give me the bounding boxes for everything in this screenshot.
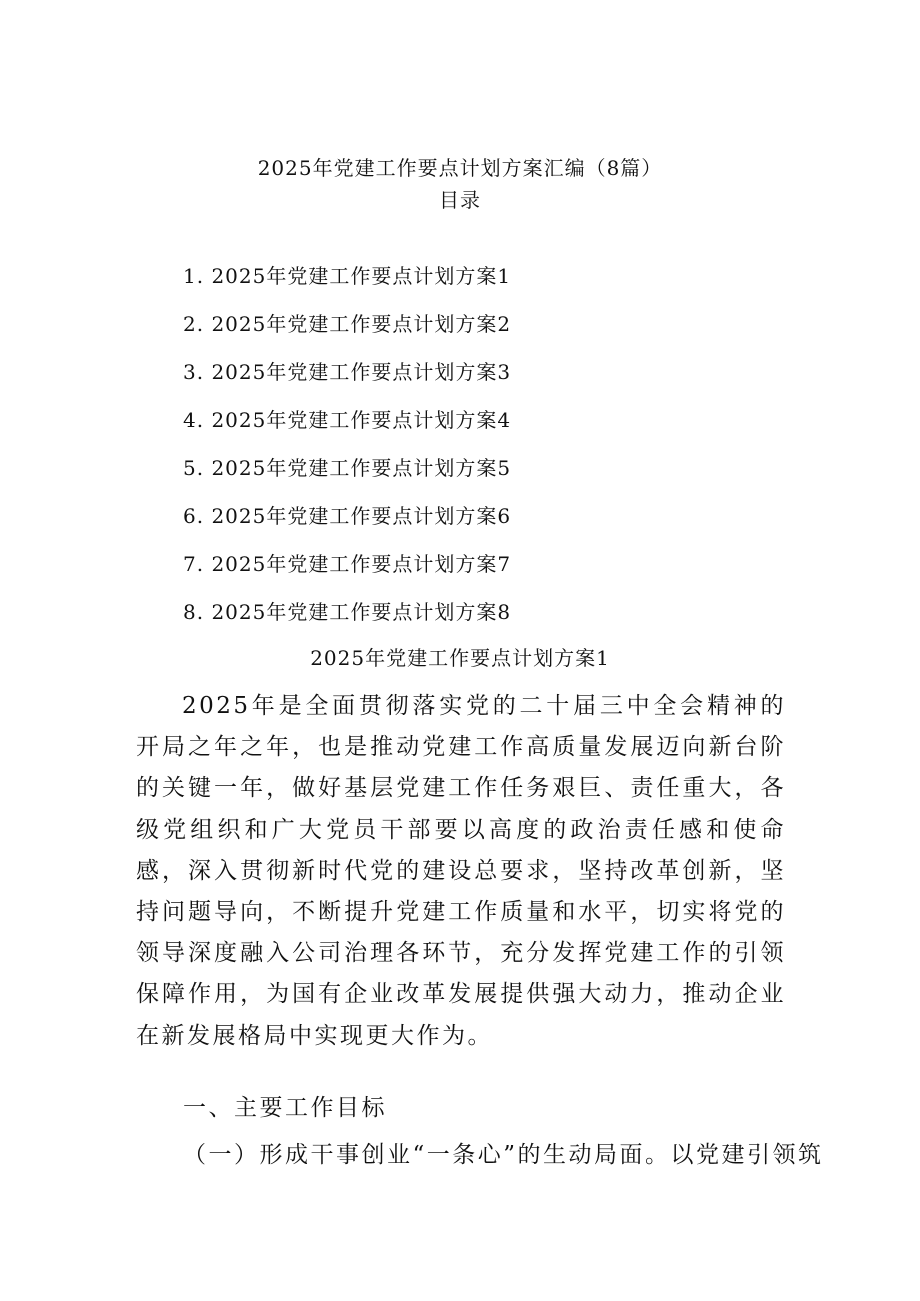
document-title: 2025年党建工作要点计划方案汇编（8篇） (257, 156, 663, 180)
toc-item[interactable]: 3. 2025年党建工作要点计划方案3 (183, 360, 512, 384)
toc-item[interactable]: 7. 2025年党建工作要点计划方案7 (183, 552, 512, 576)
toc-item[interactable]: 1. 2025年党建工作要点计划方案1 (183, 264, 512, 288)
toc-item[interactable]: 2. 2025年党建工作要点计划方案2 (183, 312, 512, 336)
toc-item[interactable]: 8. 2025年党建工作要点计划方案8 (183, 600, 512, 624)
sub-paragraph: （一）形成干事创业“一条心”的生动局面。以党建引领筑 (183, 1142, 824, 1168)
table-of-contents (183, 252, 511, 636)
toc-heading: 目录 (439, 188, 481, 212)
toc-item[interactable]: 5. 2025年党建工作要点计划方案5 (183, 456, 512, 480)
toc-item[interactable]: 4. 2025年党建工作要点计划方案4 (183, 408, 512, 432)
toc-item[interactable]: 6. 2025年党建工作要点计划方案6 (183, 504, 512, 528)
section-title: 2025年党建工作要点计划方案1 (310, 646, 610, 670)
section-heading-main-goals: 一、主要工作目标 (183, 1095, 387, 1121)
intro-paragraph: 2025年是全面贯彻落实党的二十届三中全会精神的开局之年之年，也是推动党建工作高质量发展迈向新台阶的关键一年，做好基层党建工作任务艰巨、责任重大，各级党组织和广大党员干部要以高度的政治责任感和使命感，深入贯彻新时代党的建设总要求，坚持改革创新，坚持问题导向，不断提升党建工作质量和水平，切实将党的领导深度融入公司治理各环节，充分发挥党建工作的引领保障作用，为国有企业改革发展提供强大动力，推动企业在新发展格局中实现更大作为。 (136, 693, 786, 1049)
